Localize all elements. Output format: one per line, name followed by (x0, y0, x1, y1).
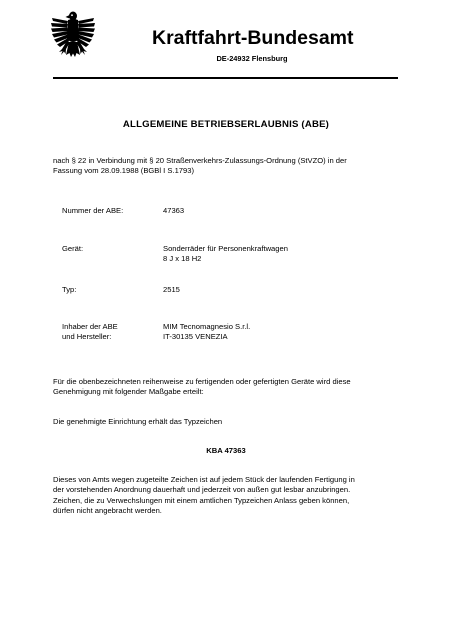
field-label-text: Gerät: (62, 244, 84, 253)
paragraph-line: Dieses von Amts wegen zugeteilte Zeichen ist auf jedem Stück der laufenden Fertigung in (53, 475, 355, 484)
paragraph-line: Für die obenbezeichneten reihenweise zu fertigenden oder gefertigten Geräte wird diese (53, 377, 351, 386)
field-value-text: 47363 (163, 206, 185, 215)
field-value-text: Sonderräder für Personenkraftwagen (163, 244, 288, 253)
authority-name: Kraftfahrt-Bundesamt (152, 27, 354, 49)
device-label (62, 244, 83, 254)
field-value-text: 8 J x 18 H2 (163, 254, 202, 264)
field-value-text: MIM Tecnomagnesio S.r.l. (163, 322, 251, 331)
paragraph-line: Genehmigung mit folgender Maßgabe erteilt: (53, 387, 204, 397)
field-label-text: Typ: (62, 285, 77, 294)
type-label (62, 285, 76, 295)
field-label-text: und Hersteller: (62, 332, 112, 342)
paragraph-line: dürfen nicht angebracht werden. (53, 506, 162, 516)
authority-address: DE-24932 Flensburg (216, 54, 288, 63)
document-heading: ALLGEMEINE BETRIEBSERLAUBNIS (ABE) (122, 119, 330, 130)
header-divider (53, 77, 398, 79)
abe-number-label (62, 206, 123, 216)
type-mark: KBA 47363 (206, 446, 246, 455)
legal-basis-paragraph (53, 156, 403, 177)
approval-paragraph (53, 377, 403, 398)
paragraph-line: nach § 22 in Verbindung mit § 20 Straßenverkehrs-Zulassungs-Ordnung (StVZO) in der (53, 156, 347, 165)
field-value-text: IT-30135 VENEZIA (163, 332, 228, 342)
field-label-text: Inhaber der ABE (62, 322, 118, 331)
device-value (163, 244, 288, 264)
paragraph-line: Zeichen, die zu Verwechslungen mit einem amtlichen Typzeichen Anlass geben können, (53, 495, 350, 505)
holder-label (62, 322, 118, 342)
field-value-text: 2515 (163, 285, 180, 294)
paragraph-line: Die genehmigte Einrichtung erhält das Typzeichen (53, 417, 223, 426)
federal-eagle-icon (50, 9, 96, 67)
abe-number-value (163, 206, 184, 216)
field-label-text: Nummer der ABE: (62, 206, 124, 215)
paragraph-line: Fassung vom 28.09.1988 (BGBl I S.1793) (53, 166, 194, 176)
type-mark-intro (53, 417, 403, 427)
paragraph-line: der vorstehenden Anordnung dauerhaft und jederzeit von außen gut lesbar anzubringen. (53, 485, 351, 495)
holder-value (163, 322, 250, 342)
type-value (163, 285, 180, 295)
closing-paragraph (53, 475, 403, 517)
